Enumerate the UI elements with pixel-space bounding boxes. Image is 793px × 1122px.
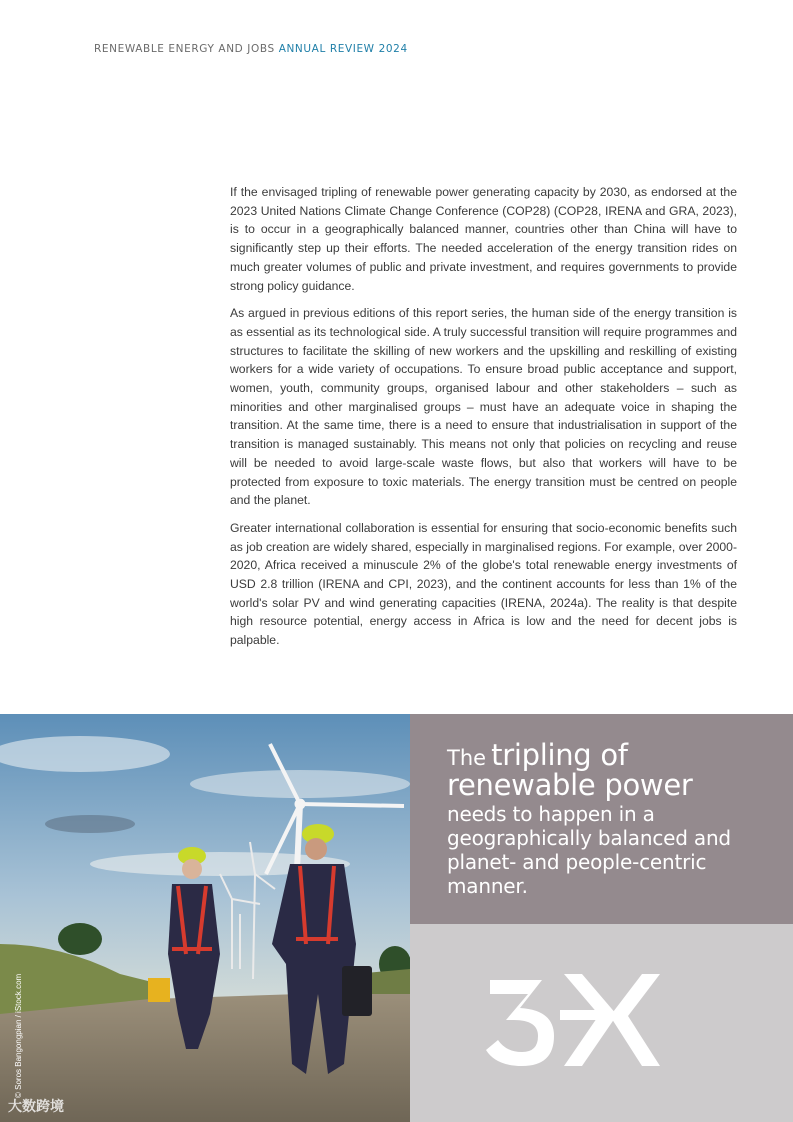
quote-emphasis-2: renewable power: [447, 768, 693, 802]
wind-farm-workers-photo: [0, 714, 410, 1122]
pull-quote-panel: [410, 714, 793, 924]
body-text: [230, 183, 737, 659]
paragraph-2: As argued in previous editions of this report series, the human side of the energy transition is as essential as its technological side. A truly successful transition will require programmes and structures to facilitate the skilling of new workers and the upskilling and reskilling of existing workers for a wide variety of occupations. To ensure broad public acceptance and support, women, youth, community groups, organised labour and other stakeholders – such as minorities and other marginalised groups – must have an adequate voice in shaping the transition. At the same time, there is a need to ensure that industrialisation in support of the transition is managed sustainably. This means not only that policies on recycling and reuse will be needed to avoid large-scale waste flows, but also that workers will have to be protected from exposure to toxic materials. The energy transition must be centred on people and the planet.: [230, 306, 737, 508]
pull-quote: [447, 740, 767, 898]
quote-emphasis-1: tripling of: [491, 738, 628, 772]
header-series: RENEWABLE ENERGY AND JOBS: [94, 43, 275, 55]
3x-logo-icon: [482, 970, 662, 1070]
paragraph-3: Greater international collaboration is essential for ensuring that socio-economic benefits such as job creation are widely shared, especially in marginalised regions. For example, over 2000-2020, Africa received a minuscule 2% of the globe's total renewable energy investments of USD 2.8 trillion (IRENA and CPI, 2023), and the continent accounts for less than 1% of the world's solar PV and wind generating capacities (IRENA, 2024a). The reality is that despite high resource potential, energy access in Africa is low and the need for decent jobs is palpable.: [230, 520, 737, 648]
quote-rest: needs to happen in a geographically balanced and planet- and people-centric manner.: [447, 802, 731, 898]
watermark: 大数跨境: [8, 1099, 64, 1115]
tripling-logo-panel: [410, 924, 793, 1122]
paragraph-1: If the envisaged tripling of renewable power generating capacity by 2030, as endorsed at the 2023 United Nations Climate Change Conference (COP28) (COP28, IRENA and GRA, 2023), is to occur in a geographically balanced manner, countries other than China will have to significantly step up their efforts. The needed acceleration of the energy transition rides on much greater volumes of public and private investment, and requires governments to provide strong policy guidance.: [230, 185, 737, 293]
quote-lead: The: [447, 746, 487, 770]
running-header: [94, 43, 408, 55]
photo-credit: © Soros Bangongpian / iStock.com: [14, 973, 23, 1098]
header-edition: ANNUAL REVIEW 2024: [278, 43, 408, 55]
